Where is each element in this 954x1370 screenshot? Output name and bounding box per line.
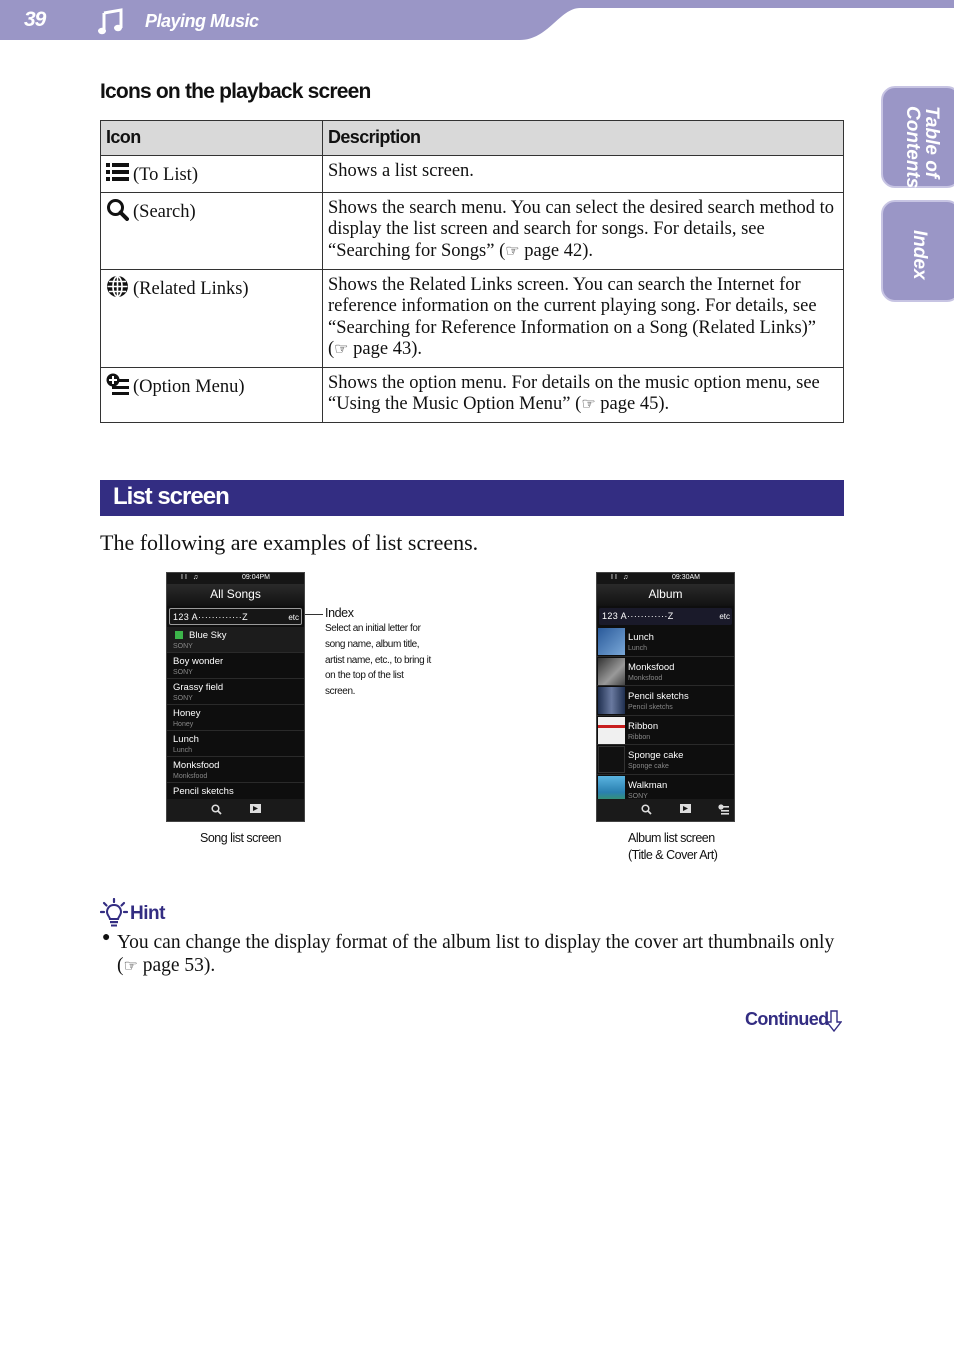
icon-name: (Search) <box>133 201 196 222</box>
hint-text-part: You can change the display format of the album list to display the cover art thumbnails only ( <box>117 932 835 976</box>
album-caption-line1: Album list screen <box>628 831 715 845</box>
item-title: Lunch <box>628 632 654 643</box>
index-bar <box>169 608 302 625</box>
device-bottom-bar <box>597 799 734 821</box>
list-item <box>597 716 734 746</box>
cover-art-thumbnail <box>598 628 625 655</box>
search-icon <box>106 198 129 221</box>
description-text: Shows the search menu. You can select the desired search method to display the list screen and search for songs. For details, see “Searching for Songs” ( <box>328 197 835 261</box>
index-etc: etc <box>719 612 730 621</box>
item-subtitle: Lunch <box>628 645 648 652</box>
index-letters: 123 A·············Z <box>173 612 249 622</box>
list-item <box>167 757 304 783</box>
item-subtitle: SONY <box>173 669 193 676</box>
song-list-screenshot <box>166 572 305 822</box>
continued-label: Continued <box>745 1009 829 1029</box>
hint-text-part: page 53). <box>137 955 216 976</box>
item-title: Blue Sky <box>189 630 227 641</box>
index-bar <box>599 608 732 625</box>
icons-table <box>100 120 844 423</box>
header-banner <box>0 0 954 44</box>
icon-name: (Option Menu) <box>133 376 245 397</box>
item-subtitle: Monksfood <box>628 674 663 682</box>
page-reference-icon: ☞ <box>334 341 349 358</box>
device-title: All Songs <box>167 584 304 606</box>
icon-cell <box>101 156 323 193</box>
song-list-caption: Song list screen <box>200 831 281 845</box>
icons-section-heading: Icons on the playback screen <box>100 80 371 103</box>
item-title: Honey <box>173 708 201 719</box>
list-screen-heading-band <box>100 480 844 516</box>
list-item <box>167 627 304 653</box>
toc-tab-label: Table of Contents <box>902 106 942 189</box>
page-header <box>0 0 954 44</box>
item-subtitle: Monksfood <box>173 773 208 780</box>
description-cell <box>323 367 844 422</box>
icon-cell <box>101 192 323 269</box>
list-screen-intro: The following are examples of list screens. <box>100 530 479 555</box>
index-letters: 123 A············Z <box>602 611 674 621</box>
icon-cell <box>101 269 323 367</box>
list-item <box>597 745 734 775</box>
table-header-row <box>101 121 844 156</box>
item-title: Monksfood <box>628 661 675 673</box>
list-item <box>597 627 734 657</box>
item-title: Boy wonder <box>173 656 224 667</box>
description-text: page 42). <box>519 240 594 261</box>
col-icon-header: Icon <box>101 121 323 156</box>
search-icon <box>211 804 222 815</box>
description-cell <box>323 192 844 269</box>
list-icon <box>106 161 129 184</box>
now-playing-icon <box>175 631 183 639</box>
item-title: Pencil sketchs <box>628 691 689 702</box>
item-subtitle: SONY <box>628 792 648 800</box>
index-callout <box>325 606 435 700</box>
item-title: Lunch <box>173 734 199 745</box>
index-tab-label: Index <box>909 230 930 280</box>
description-cell <box>323 269 844 367</box>
description-text: page 43). <box>348 339 422 359</box>
item-title: Pencil sketchs <box>173 786 234 797</box>
icon-cell <box>101 367 323 422</box>
table-row <box>101 192 844 269</box>
description-text: page 45). <box>595 394 670 414</box>
item-subtitle: Sponge cake <box>628 763 669 770</box>
cover-art-thumbnail <box>598 717 625 744</box>
page-reference-icon: ☞ <box>505 242 520 260</box>
status-indicators: II ♫ <box>181 574 201 581</box>
item-title: Walkman <box>628 779 668 791</box>
album-list-caption <box>628 830 717 864</box>
album-list-screenshot <box>596 572 735 822</box>
list-item <box>167 653 304 679</box>
option-menu-icon <box>106 373 129 396</box>
status-time: 09:30AM <box>672 574 701 581</box>
item-title: Sponge cake <box>628 750 684 761</box>
index-etc: etc <box>288 613 299 622</box>
list-item <box>167 731 304 757</box>
cover-art-thumbnail <box>598 658 625 685</box>
cover-art-thumbnail <box>598 687 625 714</box>
item-subtitle: SONY <box>173 643 193 650</box>
description-text: Shows the option menu. For details on the music option menu, see “Using the Music Option Menu” ( <box>328 372 820 414</box>
arrow-down-icon <box>826 1010 842 1032</box>
icon-name: (To List) <box>133 165 198 185</box>
hint-text <box>117 931 837 978</box>
hint-heading: Hint <box>130 903 165 924</box>
now-playing-button-icon <box>680 804 694 815</box>
globe-icon <box>106 275 129 298</box>
list-screen-heading: List screen <box>113 483 229 510</box>
description-cell <box>323 156 844 193</box>
table-row <box>101 269 844 367</box>
item-subtitle: Lunch <box>173 747 193 754</box>
music-note-icon <box>98 8 124 36</box>
callout-leader-line <box>305 614 323 615</box>
item-title: Grassy field <box>173 682 224 693</box>
description-text: Shows the Related Links screen. You can search the Internet for reference information on the current playing song. For details, see “Searching for Reference Information on a Song (Related Links)” ( <box>328 274 817 359</box>
lightbulb-icon <box>100 898 128 928</box>
callout-title: Index <box>325 606 354 620</box>
option-menu-icon <box>718 804 729 815</box>
item-title: Ribbon <box>628 720 659 732</box>
item-subtitle: Honey <box>173 721 194 728</box>
icon-name: (Related Links) <box>133 278 249 299</box>
page-number: 39 <box>24 8 46 31</box>
description-text: Shows a list screen. <box>328 161 474 181</box>
col-description-header: Description <box>323 121 844 156</box>
status-bar <box>167 573 304 584</box>
status-bar <box>597 573 734 584</box>
index-tab[interactable] <box>881 200 954 302</box>
page-reference-icon: ☞ <box>123 958 138 975</box>
table-row <box>101 156 844 193</box>
list-item <box>167 679 304 705</box>
table-of-contents-tab[interactable] <box>881 86 954 188</box>
item-subtitle: SONY <box>173 695 193 702</box>
item-subtitle: Ribbon <box>628 733 651 741</box>
device-title: Album <box>597 584 734 606</box>
bullet-icon: ● <box>102 930 111 945</box>
callout-description: Select an initial letter for song name, album title, artist name, etc., to bring it on the top of the list screen. <box>325 623 431 698</box>
status-indicators: II ♫ <box>611 574 631 581</box>
device-bottom-bar <box>167 799 304 821</box>
album-caption-line2: (Title & Cover Art) <box>628 848 718 862</box>
section-title: Playing Music <box>145 11 259 31</box>
page-reference-icon: ☞ <box>581 396 596 413</box>
cover-art-thumbnail <box>598 746 625 773</box>
list-item <box>597 686 734 716</box>
list-item <box>167 705 304 731</box>
item-subtitle: Pencil sketchs <box>628 704 673 711</box>
list-item <box>597 657 734 687</box>
item-title: Monksfood <box>173 760 220 771</box>
status-time: 09:04PM <box>242 574 271 581</box>
search-icon <box>641 804 652 815</box>
table-row <box>101 367 844 422</box>
now-playing-button-icon <box>250 804 264 815</box>
